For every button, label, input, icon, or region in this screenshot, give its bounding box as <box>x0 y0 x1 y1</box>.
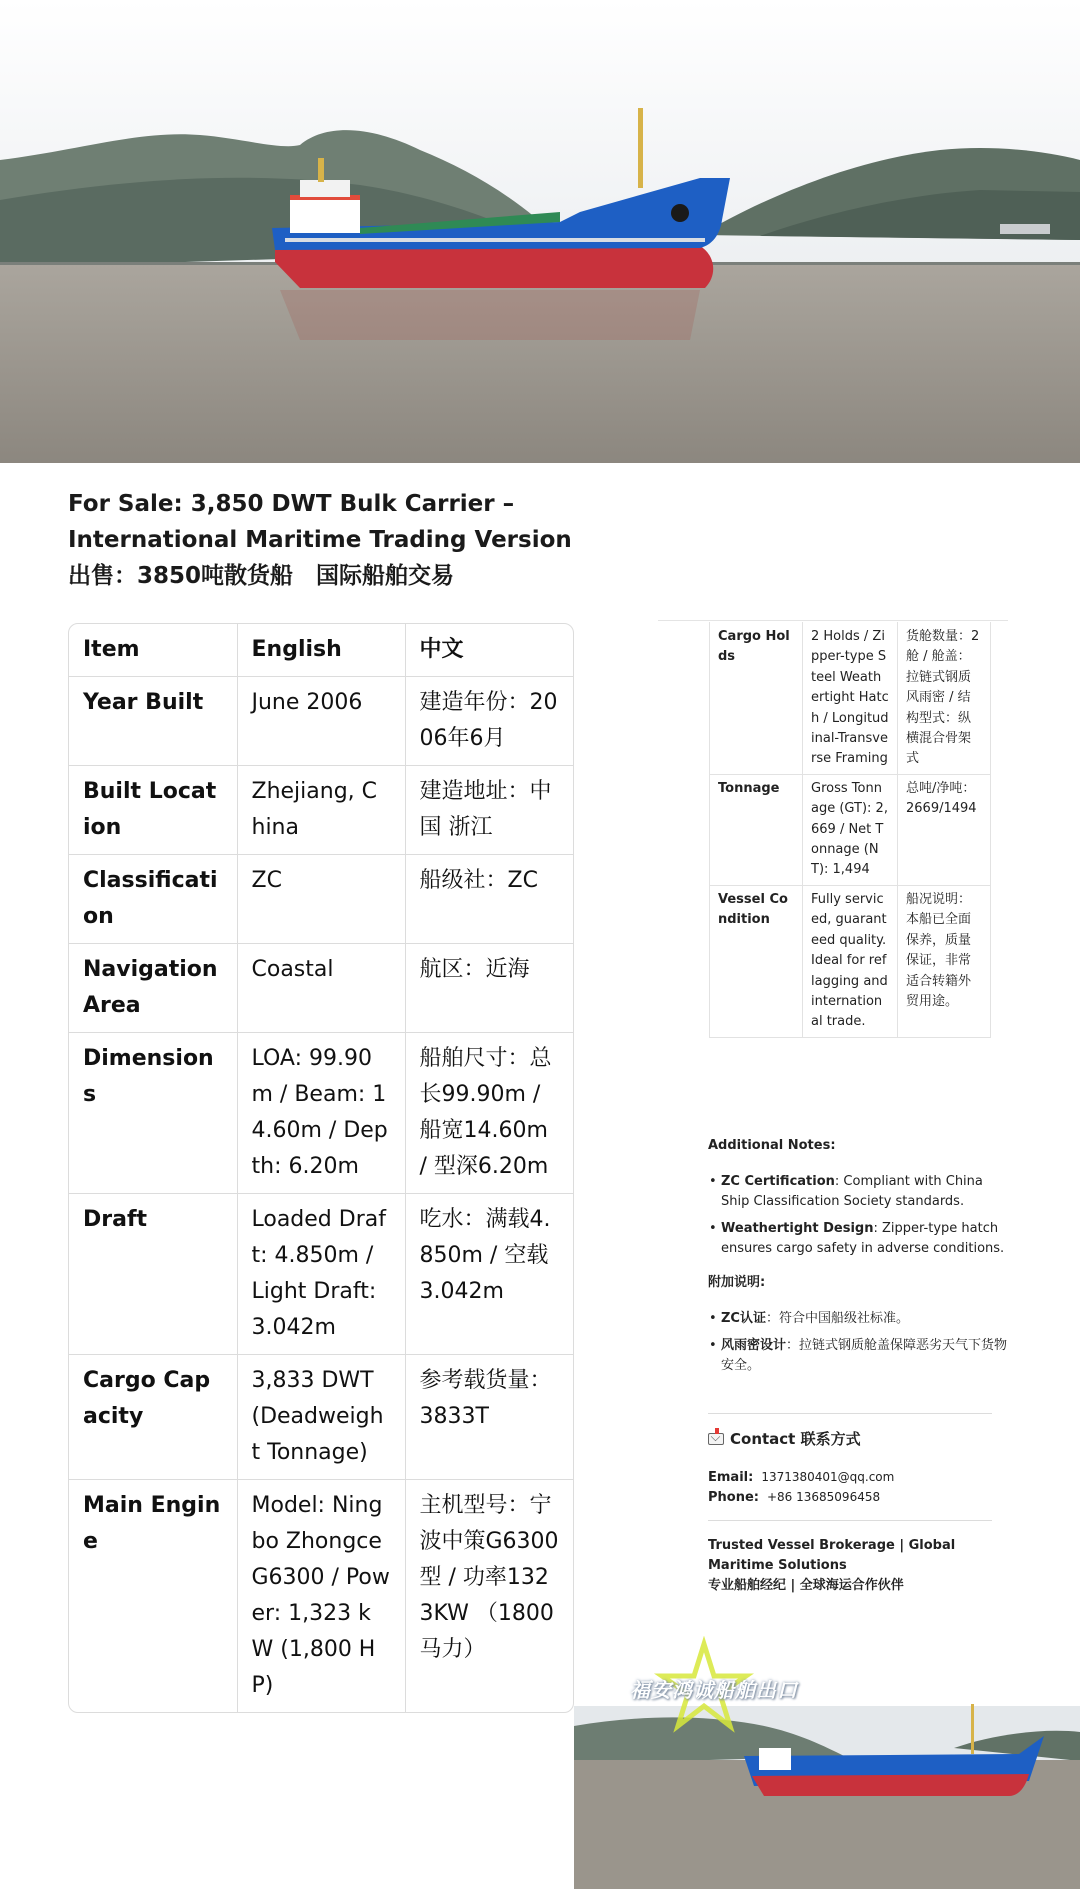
divider <box>708 1413 992 1414</box>
row-item: Year Built <box>69 677 237 766</box>
table-row <box>710 622 991 774</box>
table-row <box>69 944 574 1033</box>
row-chinese: 货舱数量：2舱 / 舱盖：拉链式钢质风雨密 / 结构型式：纵横混合骨架式 <box>898 622 991 774</box>
table-row <box>69 855 574 944</box>
continued-table-card <box>709 622 990 1038</box>
contact-heading <box>708 1428 861 1449</box>
note-text: : Zipper-type hatch ensures cargo safety in adverse conditions. <box>721 1221 1005 1256</box>
note-text: ：拉链式钢质舱盖保障恶劣天气下货物安全。 <box>721 1338 1008 1373</box>
bottom-photo <box>574 1636 1080 1889</box>
spec-header-row <box>69 624 574 677</box>
table-row <box>69 766 574 855</box>
header-english: English <box>237 624 405 677</box>
divider <box>658 620 1008 621</box>
row-chinese: 主机型号：宁波中策G6300型 / 功率1323KW （1800马力） <box>419 1493 559 1662</box>
row-english: Coastal <box>237 944 405 1033</box>
note-text: : Compliant with China Ship Classification Society standards. <box>721 1174 983 1209</box>
list-item <box>708 1219 1008 1259</box>
table-row <box>710 774 991 885</box>
notes-heading-zh: 附加说明: <box>708 1275 766 1290</box>
row-english: 2 Holds / Zipper-type Steel Weathertight Hatch / Longitudinal-Transverse Framing <box>803 622 898 774</box>
table-row <box>69 1480 574 1713</box>
note-label: Weathertight Design <box>721 1221 874 1236</box>
title-line-3: 出售：3850吨散货船 国际船舶交易 <box>68 563 455 589</box>
mailbox-icon <box>708 1433 724 1445</box>
divider <box>708 1520 992 1521</box>
notes-heading-en: Additional Notes: <box>708 1138 836 1153</box>
list-item <box>708 1172 1008 1212</box>
spec-table-card <box>68 623 574 1713</box>
table-row <box>69 1033 574 1194</box>
right-column-screenshot <box>574 618 1080 1889</box>
row-chinese: 总吨/净吨：2669/1494 <box>898 774 991 885</box>
row-english: 3,833 DWT (Deadweight Tonnage) <box>237 1355 405 1480</box>
row-item: Navigation Area <box>69 944 237 1033</box>
row-item: Cargo Holds <box>710 622 803 774</box>
contact-phone <box>708 1490 880 1505</box>
watermark-text: 福安鸿诚船舶出口 <box>630 1678 798 1702</box>
contact-heading-text: Contact 联系方式 <box>730 1430 861 1448</box>
row-item: Dimensions <box>69 1033 237 1194</box>
row-english: LOA: 99.90m / Beam: 14.60m / Depth: 6.20m <box>237 1033 405 1194</box>
table-row <box>69 1355 574 1480</box>
email-value[interactable]: 1371380401@qq.com <box>761 1470 895 1484</box>
continued-table <box>709 622 991 1038</box>
notes-list-en <box>708 1172 1008 1259</box>
row-item: Cargo Capacity <box>69 1355 237 1480</box>
row-chinese: 船况说明：本船已全面保养，质量保证，非常适合转籍外贸用途。 <box>898 885 991 1037</box>
row-chinese: 吃水：满载4.850m / 空载3.042m <box>405 1194 574 1355</box>
row-english: Loaded Draft: 4.850m / Light Draft: 3.042m <box>237 1194 405 1355</box>
row-chinese: 建造地址：中国 浙江 <box>405 766 574 855</box>
row-item: Vessel Condition <box>710 885 803 1037</box>
row-english: Fully serviced, guaranteed quality. Ideal for reflagging and international trade. <box>803 885 898 1037</box>
row-english: Gross Tonnage (GT): 2,669 / Net Tonnage (NT): 1,494 <box>803 774 898 885</box>
row-item: Built Location <box>69 766 237 855</box>
brand-tagline-zh: 专业船舶经纪 | 全球海运合作伙伴 <box>708 1578 904 1593</box>
row-english: June 2006 <box>237 677 405 766</box>
row-chinese: 建造年份：2006年6月 <box>405 677 574 766</box>
phone-label: Phone: <box>708 1490 759 1505</box>
brand-tagline-en: Trusted Vessel Brokerage | Global Maritime Solutions <box>708 1538 956 1573</box>
spec-table <box>69 624 574 1712</box>
row-english: ZC <box>237 855 405 944</box>
list-item <box>708 1336 1008 1376</box>
row-chinese: 船级社：ZC <box>405 855 574 944</box>
note-text: ：符合中国船级社标准。 <box>765 1311 909 1326</box>
row-item: Main Engine <box>69 1480 237 1713</box>
list-item <box>708 1309 1008 1329</box>
row-chinese: 参考载货量：3833T <box>405 1355 574 1480</box>
row-item: Classification <box>69 855 237 944</box>
table-row <box>69 1194 574 1355</box>
row-chinese: 航区：近海 <box>405 944 574 1033</box>
ship-photo-illustration <box>0 0 1080 463</box>
brand-tagline <box>708 1536 1008 1596</box>
title-line-2: International Maritime Trading Version <box>68 527 572 553</box>
row-english: Model: Ningbo Zhongce G6300 / Power: 1,323 kW (1,800 HP) <box>237 1480 405 1713</box>
phone-value[interactable]: +86 13685096458 <box>766 1490 881 1504</box>
page-title <box>68 486 628 594</box>
title-line-1: For Sale: 3,850 DWT Bulk Carrier – <box>68 491 515 517</box>
notes-list-zh <box>708 1309 1008 1376</box>
row-english: Zhejiang, China <box>237 766 405 855</box>
header-item: Item <box>69 624 237 677</box>
note-label: ZC认证 <box>721 1311 766 1326</box>
row-item: Draft <box>69 1194 237 1355</box>
row-chinese: 船舶尺寸：总长99.90m / 船宽14.60m / 型深6.20m <box>405 1033 574 1194</box>
hero-photo <box>0 0 1080 463</box>
row-item: Tonnage <box>710 774 803 885</box>
note-label: 风雨密设计 <box>721 1338 787 1353</box>
header-chinese: 中文 <box>405 624 574 677</box>
table-row <box>710 885 991 1037</box>
contact-email <box>708 1470 894 1485</box>
table-row <box>69 677 574 766</box>
note-label: ZC Certification <box>721 1174 835 1189</box>
email-label: Email: <box>708 1470 754 1485</box>
notes-section <box>708 1136 1008 1390</box>
